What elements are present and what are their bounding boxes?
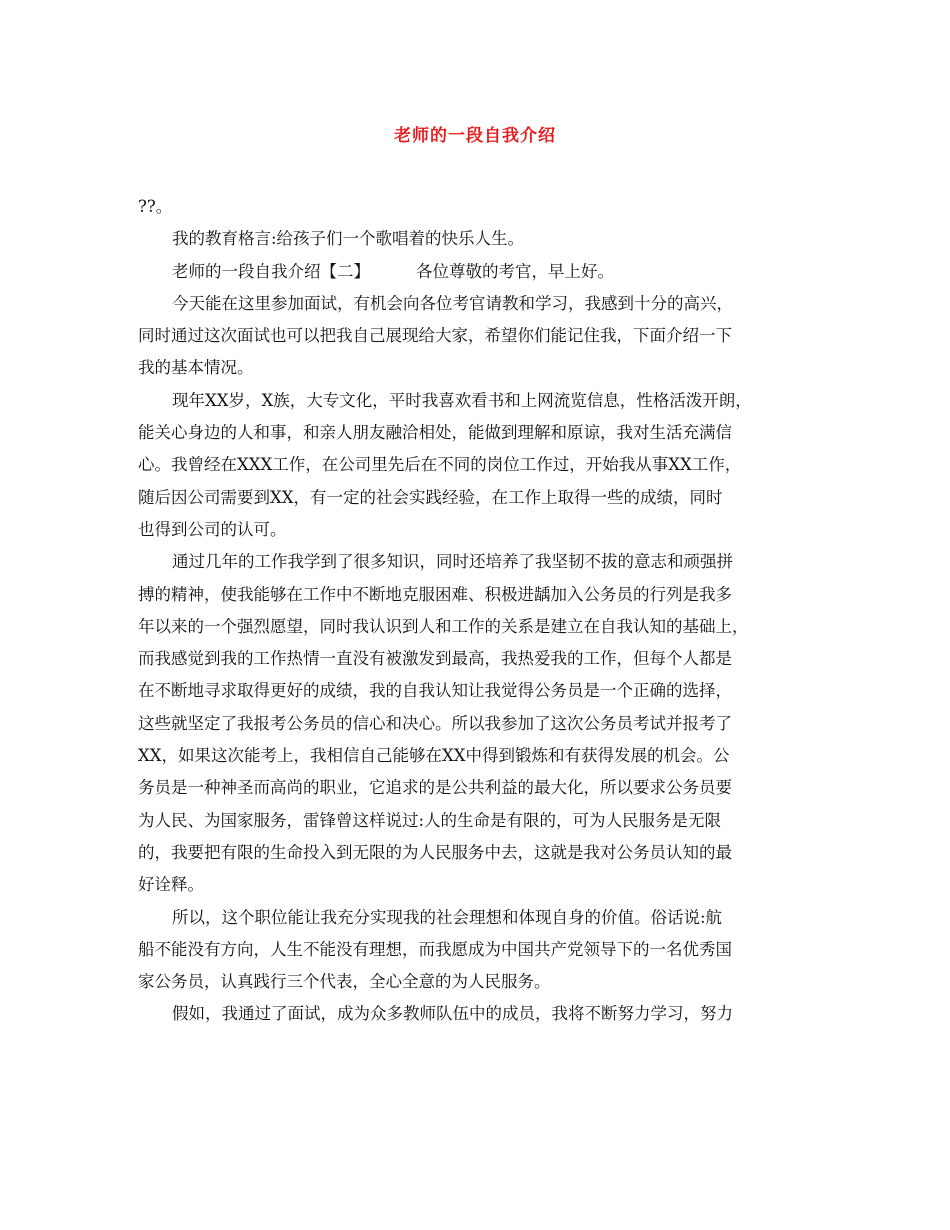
text-line: 务员是一种神圣而高尚的职业，它追求的是公共利益的最大化，所以要求公务员要 bbox=[138, 778, 732, 798]
text-line: 今天能在这里参加面试，有机会向各位考官请教和学习，我感到十分的高兴， bbox=[172, 293, 733, 313]
text-line: 现年XX岁，X族，大专文化，平时我喜欢看书和上网流览信息，性格活泼开朗， bbox=[172, 390, 752, 410]
text-line: XX，如果这次能考上，我相信自己能够在XX中得到锻炼和有获得发展的机会。公 bbox=[138, 746, 730, 766]
text-line-combined bbox=[138, 256, 814, 288]
text-line: 搏的精神，使我能够在工作中不断地克服困难、积极进龋加入公务员的行列是我多 bbox=[138, 584, 732, 604]
text-line: 同时通过这次面试也可以把我自己展现给大家，希望你们能记住我，下面介绍一下 bbox=[138, 326, 732, 346]
text-line: 通过几年的工作我学到了很多知识，同时还培养了我坚韧不拔的意志和顽强拼 bbox=[172, 552, 733, 572]
document-body bbox=[138, 191, 814, 1031]
text-line: 这些就坚定了我报考公务员的信心和决心。所以我参加了这次公务员考试并报考了 bbox=[138, 713, 732, 733]
text-line: 假如，我通过了面试，成为众多教师队伍中的成员，我将不断努力学习，努力 bbox=[172, 1004, 733, 1024]
text-line: 也得到公司的认可。 bbox=[138, 519, 287, 539]
section-heading: 老师的一段自我介绍【二】 bbox=[172, 261, 370, 281]
text-line: 心。我曾经在XXX工作，在公司里先后在不同的岗位工作过，开始我从事XX工作， bbox=[138, 455, 742, 475]
text-line: 好诠释。 bbox=[138, 875, 204, 895]
text-line: 随后因公司需要到XX，有一定的社会实践经验，在工作上取得一些的成绩，同时 bbox=[138, 487, 723, 507]
text-line: 年以来的一个强烈愿望，同时我认识到人和工作的关系是建立在自我认知的基础上， bbox=[138, 616, 749, 636]
text-line: 的，我要把有限的生命投入到无限的为人民服务中去，这就是我对公务员认知的最 bbox=[138, 842, 732, 862]
text-line: 在不断地寻求取得更好的成绩，我的自我认知让我觉得公务员是一个正确的选择， bbox=[138, 681, 732, 701]
text-line: 能关心身边的人和事，和亲人朋友融洽相处，能做到理解和原谅，我对生活充满信 bbox=[138, 423, 732, 443]
text-line: 我的基本情况。 bbox=[138, 358, 254, 378]
text-line: 所以，这个职位能让我充分实现我的社会理想和体现自身的价值。俗话说:航 bbox=[172, 907, 723, 927]
text-line: 为人民、为国家服务，雷锋曾这样说过:人的生命是有限的，可为人民服务是无限 bbox=[138, 810, 722, 830]
text-line: 船不能没有方向，人生不能没有理想，而我愿成为中国共产党领导下的一名优秀国 bbox=[138, 939, 732, 959]
document-title: 老师的一段自我介绍 bbox=[394, 126, 556, 146]
text-line: 我的教育格言:给孩子们一个歌唱着的快乐人生。 bbox=[172, 229, 525, 249]
text-line: 家公务员，认真践行三个代表，全心全意的为人民服务。 bbox=[138, 972, 551, 992]
text-line: ??。 bbox=[138, 197, 173, 216]
greeting: 各位尊敬的考官，早上好。 bbox=[416, 261, 614, 281]
text-line: 而我感觉到我的工作热情一直没有被激发到最高，我热爱我的工作，但每个人都是 bbox=[138, 649, 732, 669]
